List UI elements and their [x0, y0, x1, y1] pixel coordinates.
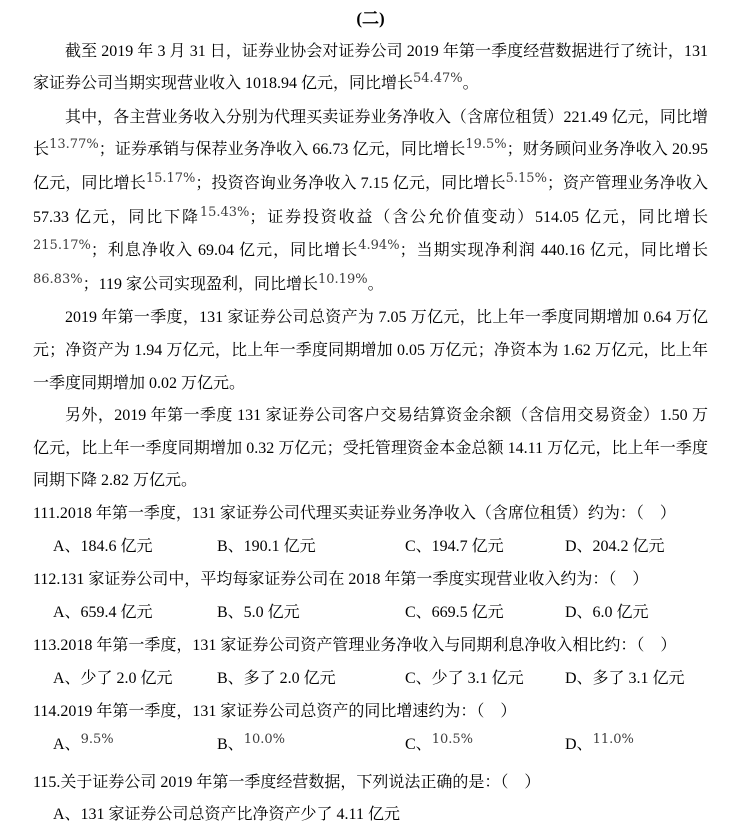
option-c — [405, 663, 565, 697]
option-d — [565, 663, 708, 697]
option-text: C、194.7 亿元 — [405, 537, 504, 555]
option-a — [53, 531, 217, 565]
question-111 — [33, 498, 708, 564]
passage-text-segment: ；证券承销与保荐业务净收入 66.73 亿元，同比增长 — [98, 141, 466, 159]
option-c — [405, 729, 565, 763]
percent-superscript: 215.17% — [33, 238, 91, 254]
option-c — [405, 597, 565, 631]
option-a — [53, 663, 217, 697]
question-stem: 112.131 家证券公司中，平均每家证券公司在 2018 年第一季度实现营业收入约为：（ ） — [33, 571, 649, 589]
question-options-row — [33, 799, 708, 833]
option-text: A、少了 2.0 亿元 — [53, 669, 173, 687]
passage-text-segment: 2019 年第一季度，131 家证券公司总资产为 7.05 万亿元，比上年一季度同期增加 0.64 万亿元；净资产为 1.94 万亿元，比上年一季度同期增加 0.05 万亿元；净资本为 1.62 万亿元，比上年一季度同期增加 0.02 万亿元。 — [33, 309, 708, 392]
passage-text-segment: ；利息净收入 69.04 亿元，同比增长 — [90, 242, 359, 260]
option-text: D、多了 3.1 亿元 — [565, 669, 685, 687]
percent-superscript: 15.43% — [199, 204, 250, 220]
passage-text-segment: ；财务顾问业务净收入 20.95 亿元，同比增长 — [33, 141, 708, 192]
option-d — [565, 729, 708, 763]
option-a — [53, 799, 708, 833]
option-text: A、184.6 亿元 — [53, 537, 153, 555]
option-text: B、 — [217, 736, 244, 754]
passage-text-segment: 其中，各主营业务收入分别为代理买卖证券业务净收入（含席位租赁）221.49 亿元，同比增长 — [33, 108, 708, 159]
percent-superscript: 11.0% — [592, 732, 634, 748]
passage-text-segment: ；资产管理业务净收入 57.33 亿元，同比下降 — [33, 174, 708, 226]
option-text: A、659.4 亿元 — [53, 603, 153, 621]
percent-superscript: 54.47% — [413, 71, 463, 87]
option-b — [217, 663, 405, 697]
percent-superscript: 10.5% — [431, 732, 473, 748]
percent-superscript: 15.17% — [145, 170, 196, 186]
option-d — [565, 597, 708, 631]
option-text: A、 — [53, 736, 81, 754]
question-113 — [33, 630, 708, 696]
passage-text-segment: 另外，2019 年第一季度 131 家证券公司客户交易结算资金余额（含信用交易资金）1.50 万亿元，比上年一季度同期增加 0.32 万亿元；受托管理资金本金总额 14.11 万亿元，比上年一季度同期下降 2.82 万亿元。 — [33, 407, 708, 490]
percent-superscript: 10.0% — [243, 732, 285, 748]
option-text: A、131 家证券公司总资产比净资产少了 4.11 亿元 — [53, 806, 400, 824]
option-text: B、5.0 亿元 — [217, 603, 300, 621]
question-options-row — [33, 597, 708, 631]
percent-superscript: 4.94% — [358, 238, 400, 254]
question-stem: 113.2018 年第一季度，131 家证券公司资产管理业务净收入与同期利息净收入相比约：（ ） — [33, 637, 677, 655]
option-text: C、669.5 亿元 — [405, 603, 504, 621]
option-d — [565, 531, 708, 565]
passage-text-segment: ；证券投资收益（含公允价值变动）514.05 亿元，同比增长 — [249, 208, 708, 226]
percent-superscript: 13.77% — [49, 137, 99, 153]
option-text: D、6.0 亿元 — [565, 603, 649, 621]
passage-text-segment: ；当期实现净利润 440.16 亿元，同比增长 — [399, 242, 708, 260]
option-text: B、190.1 亿元 — [217, 537, 316, 555]
option-text: D、 — [565, 736, 593, 754]
passage-paragraph-3 — [33, 302, 708, 400]
question-114 — [33, 696, 708, 762]
option-text: D、204.2 亿元 — [565, 537, 665, 555]
percent-superscript: 19.5% — [465, 137, 507, 153]
option-text: B、多了 2.0 亿元 — [217, 669, 336, 687]
section-title: (二) — [356, 9, 385, 28]
question-stem: 114.2019 年第一季度，131 家证券公司总资产的同比增速约为：（ ） — [33, 703, 517, 721]
option-c — [405, 531, 565, 565]
passage-text-segment: ；投资咨询业务净收入 7.15 亿元，同比增长 — [195, 174, 506, 192]
passage-paragraph-2 — [33, 102, 708, 303]
option-text: C、 — [405, 736, 432, 754]
passage-paragraph-4 — [33, 400, 708, 498]
question-options-row — [33, 729, 708, 763]
percent-superscript: 9.5% — [80, 732, 114, 748]
option-b — [217, 729, 405, 763]
percent-superscript: 86.83% — [33, 271, 83, 287]
question-stem: 111.2018 年第一季度，131 家证券公司代理买卖证券业务净收入（含席位租赁）约为：（ ） — [33, 504, 676, 522]
question-stem: 115.关于证券公司 2019 年第一季度经营数据，下列说法正确的是：（ ） — [33, 773, 541, 791]
question-112 — [33, 564, 708, 630]
option-text: C、少了 3.1 亿元 — [405, 669, 524, 687]
option-b — [217, 531, 405, 565]
passage-text-segment: 。 — [367, 275, 384, 293]
option-b — [217, 597, 405, 631]
percent-superscript: 5.15% — [505, 170, 547, 186]
passage-text-segment: 截至 2019 年 3 月 31 日，证券业协会对证券公司 2019 年第一季度经营数据进行了统计，131 家证券公司当期实现营业收入 1018.94 亿元，同比增长 — [33, 42, 708, 93]
passage-text-segment: 。 — [462, 75, 479, 93]
question-options-row — [33, 531, 708, 565]
passage-paragraph-1 — [33, 36, 708, 102]
option-a — [53, 597, 217, 631]
percent-superscript: 10.19% — [318, 271, 368, 287]
passage-text-segment: ；119 家公司实现盈利，同比增长 — [82, 275, 318, 293]
question-options-row — [33, 663, 708, 697]
question-115 — [33, 767, 708, 833]
option-a — [53, 729, 217, 763]
